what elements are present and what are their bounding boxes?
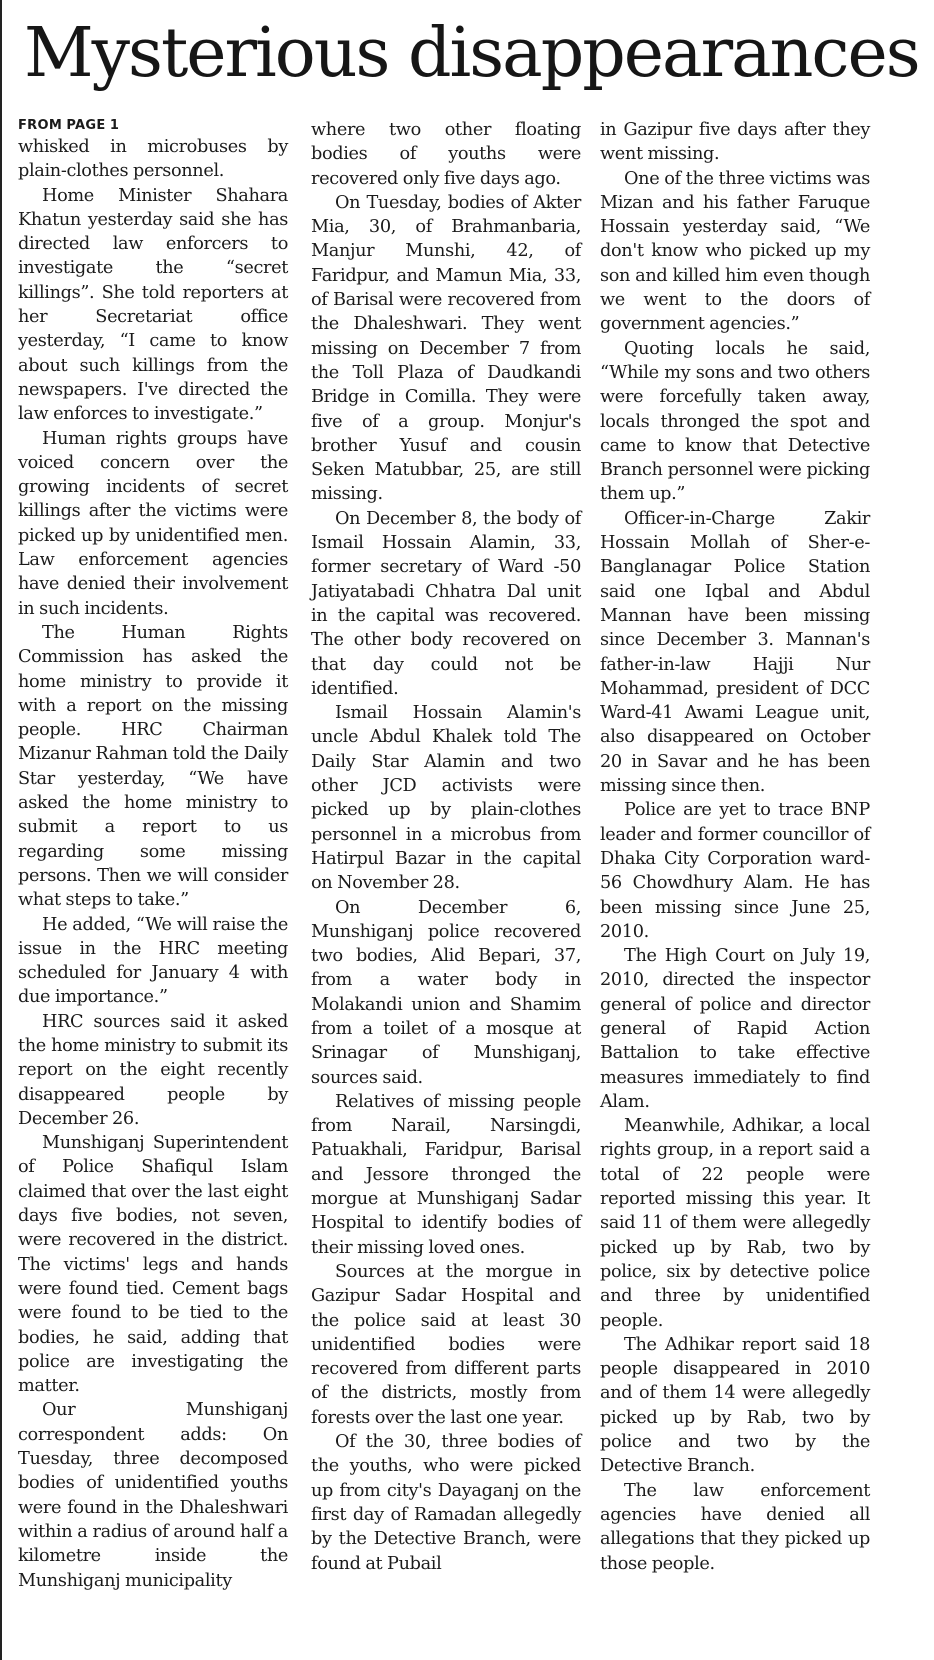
paragraph: Of the 30, three bodies of the youths, who were picked up from city's Dayaganj on the first day of Ramadan allegedly by the Detective Branch, were found at Pubail [311, 1432, 581, 1574]
paragraph: On December 8, the body of Ismail Hossain Alamin, 33, former secretary of Ward -50 Jatiyatabadi Chhatra Dal unit in the capital was recovered. The other body recovered on that day could not be identified. [311, 508, 581, 699]
paragraph: On Tuesday, bodies of Akter Mia, 30, of Brahmanbaria, Manjur Munshi, 42, of Faridpur, and Mamun Mia, 33, of Barisal were recovered from the Dhaleshwari. They went missing on December 7 from the Toll Plaza of Daudkandi Bridge in Comilla. They were five of a group. Monjur's brother Yusuf and cousin Seken Matubbar, 25, are still missing. [311, 192, 581, 505]
article-column-1 [18, 118, 288, 1593]
paragraph: Meanwhile, Adhikar, a local rights group, in a report said a total of 22 people were reported missing this year. It said 11 of them were allegedly picked up by Rab, two by police, six by detective police and three by unidentified people. [600, 1116, 870, 1331]
paragraph: The Human Rights Commission has asked the home ministry to provide it with a report on the missing people. HRC Chairman Mizanur Rahman told the Daily Star yesterday, “We have asked the home ministry to submit a report to us regarding some missing persons. Then we will consider what steps to take.” [18, 622, 288, 911]
paragraph: HRC sources said it asked the home ministry to submit its report on the eight recently disappeared people by December 26. [18, 1011, 288, 1129]
paragraph: in Gazipur five days after they went missing. [600, 120, 870, 165]
paragraph: where two other floating bodies of youths were recovered only five days ago. [311, 120, 581, 189]
paragraph: Our Munshiganj correspondent adds: On Tuesday, three decomposed bodies of unidentified youths were found in the Dhaleshwari within a radius of around half a kilometre inside the Munshiganj municipality [18, 1400, 288, 1591]
paragraph: Quoting locals he said, “While my sons and two others were forcefully taken away, locals thronged the spot and came to know that Detective Branch personnel were picking them up.” [600, 338, 870, 505]
paragraph: The law enforcement agencies have denied all allegations that they picked up those people. [600, 1480, 870, 1574]
article-column-2 [311, 118, 581, 1576]
paragraph: Munshiganj Superintendent of Police Shafiqul Islam claimed that over the last eight days five bodies, not seven, were recovered in the district. The victims' legs and hands were found tied. Cement bags were found to be tied to the bodies, he said, adding that police are investigating the matter. [18, 1133, 288, 1397]
paragraph: Human rights groups have voiced concern over the growing incidents of secret killings after the victims were picked up by unidentified men. Law enforcement agencies have denied their involvement in such incidents. [18, 428, 288, 619]
paragraph: The Adhikar report said 18 people disappeared in 2010 and of them 14 were allegedly picked up by Rab, two by police and two by the Detective Branch. [600, 1334, 870, 1477]
paragraph: Home Minister Shahara Khatun yesterday said she has directed law enforcers to investigate the “secret killings”. She told reporters at her Secretariat office yesterday, “I came to know about such killings from the newspapers. I've directed the law enforces to investigate.” [18, 185, 288, 425]
headline: Mysterious disappearances [24, 14, 919, 93]
paragraph: whisked in microbuses by plain-clothes personnel. [18, 137, 288, 182]
continuation-kicker: FROM PAGE 1 [18, 118, 120, 133]
paragraph: The High Court on July 19, 2010, directed the inspector general of police and director general of Rapid Action Battalion to take effective measures immediately to find Alam. [600, 946, 870, 1112]
paragraph: Ismail Hossain Alamin's uncle Abdul Khalek told The Daily Star Alamin and two other JCD activists were picked up by plain-clothes personnel in a microbus from Hatirpul Bazar in the capital on November 28. [311, 703, 581, 894]
paragraph: He added, “We will raise the issue in the HRC meeting scheduled for January 4 with due importance.” [18, 914, 288, 1008]
article-column-3 [600, 118, 870, 1576]
paragraph: Police are yet to trace BNP leader and former councillor of Dhaka City Corporation ward-56 Chowdhury Alam. He has been missing since June 25, 2010. [600, 800, 870, 942]
column-rule [0, 0, 2, 1660]
paragraph: Officer-in-Charge Zakir Hossain Mollah of Sher-e-Banglanagar Police Station said one Iqbal and Abdul Mannan have been missing since December 3. Mannan's father-in-law Hajji Nur Mohammad, president of DCC Ward-41 Awami League unit, also disappeared on October 20 in Savar and he has been missing since then. [600, 508, 870, 797]
paragraph: Relatives of missing people from Narail, Narsingdi, Patuakhali, Faridpur, Barisal and Jessore thronged the morgue at Munshiganj Sadar Hospital to identify bodies of their missing loved ones. [311, 1091, 581, 1258]
paragraph: One of the three victims was Mizan and his father Faruque Hossain yesterday said, “We don't know who picked up my son and killed him even though we went to the doors of government agencies.” [600, 168, 870, 335]
paragraph: Sources at the morgue in Gazipur Sadar Hospital and the police said at least 30 unidentified bodies were recovered from different parts of the districts, mostly from forests over the last one year. [311, 1261, 581, 1428]
paragraph: On December 6, Munshiganj police recovered two bodies, Alid Bepari, 37, from a water body in Molakandi union and Shamim from a toilet of a mosque at Srinagar of Munshiganj, sources said. [311, 897, 581, 1088]
